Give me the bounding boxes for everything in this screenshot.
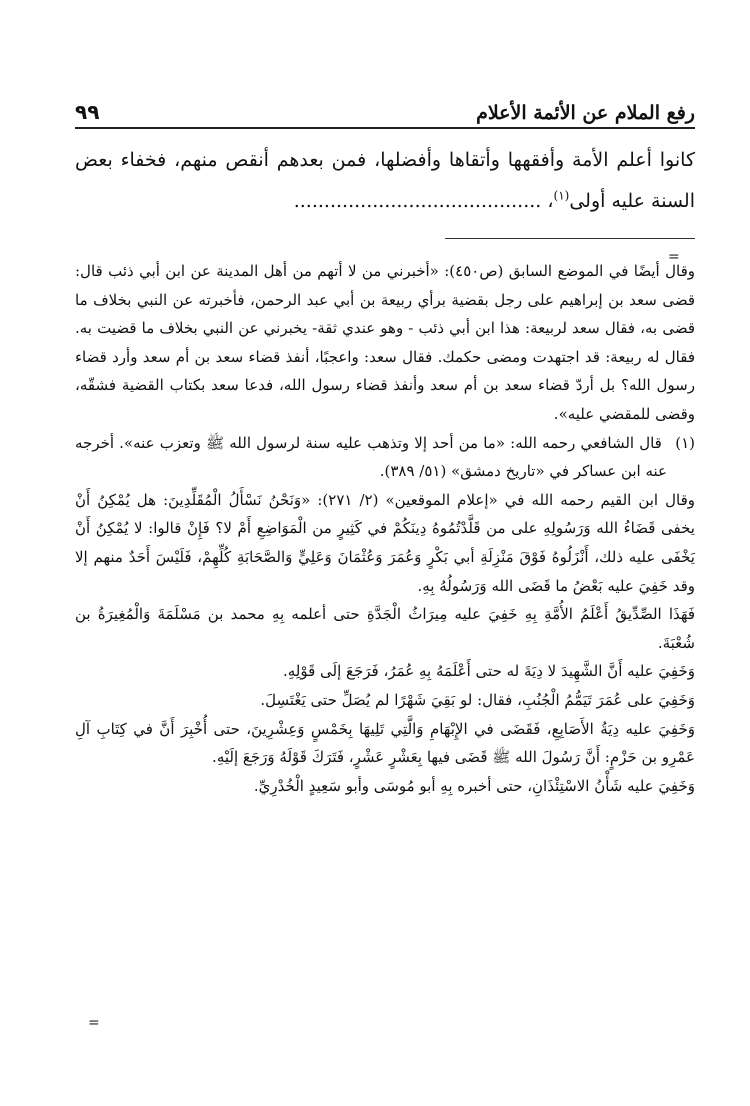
continuation-mark-top: = [668,249,680,265]
dotted-leader: ......................................... [293,190,542,212]
footnote-paragraph-ibn-qayyim: وقال ابن القيم رحمه الله في «إعلام الموقعين» (٢/ ٢٧١): «وَنَحْنُ نَسْأَلُ الْمُقَلِّدِينَ: هل يُمْكِنُ أَنْ يخفى قَضَاءُ الله وَرَسُولِهِ على من قَلَّدْتُمُوهُ دِينَكُمْ في كَثِيرٍ من الْمَوَاضِعِ أَمْ لا؟ فَإِنْ قالوا: لا يُمْكِنُ أَنْ يَخْفَى عليه ذلك، أَنْزَلُوهُ فَوْقَ مَنْزِلَةِ أبي بَكْرٍ وَعُمَرَ وَعُثْمَانَ وَعَلِيٍّ وَالصَّحَابَةِ كُلِّهِمْ، فَلَيْسَ أَحَدٌ منهم إلا وقد خَفِيَ عليه بَعْضُ ما قَضَى الله وَرَسُولُهُ بِهِ. [75,490,695,595]
footnote-1 [75,429,695,486]
footnotes [75,257,695,800]
footnote-paragraph-siddiq: فَهَذَا الصِّدِّيقُ أَعْلَمُ الأُمَّةِ بِهِ خَفِيَ عليه مِيرَاثُ الْجَدَّةِ حتى أعلمه بِهِ محمد بن مَسْلَمَةَ وَالْمُغِيرَةُ بن شُعْبَةَ. [75,605,695,652]
footnote-paragraph-istidhan: وَخَفِيَ عليه شَأْنُ الاسْتِئْذَانِ، حتى أخبره بِهِ أبو مُوسَى وأبو سَعِيدٍ الْخُدْرِيِّ. [253,776,695,795]
page-header [75,92,695,124]
footnote-1-number: (١) [675,433,695,452]
footnote-separator [445,238,695,239]
footnote-paragraph-shahid: وَخَفِيَ عليه أَنَّ الشَّهِيدَ لا دِيَةَ له حتى أَعْلَمَهُ بِهِ عُمَرُ، فَرَجَعَ إلَى قَوْلِهِ. [282,662,695,681]
page-number: ٩٩ [75,100,100,124]
footnote-1-text: قال الشافعي رحمه الله: «ما من أحد إلا وتذهب عليه سنة لرسول الله ﷺ وتعزب عنه». أخرجه عنه ابن عساكر في «تاريخ دمشق» (٥١/ ٣٨٩). [75,433,667,481]
main-paragraph [75,140,695,222]
continuation-mark-bottom: = [88,1015,100,1031]
main-paragraph-text: كانوا أعلم الأمة وأفقهها وأتقاها وأفضلها، فمن بعدهم أنقص منهم، فخفاء بعض السنة عليه أولى [75,149,695,212]
main-text [75,140,695,222]
footnote-reference: (١) [553,188,570,203]
header-rule [75,127,695,129]
running-title: رفع الملام عن الأئمة الأعلام [476,102,695,124]
main-paragraph-tail: ، [541,190,554,212]
footnote-paragraph-asabi: وَخَفِيَ عليه دِيَةُ الأَصَابِعِ، فَقَضَى في الإِبْهَامِ وَالَّتِي تَلِيهَا بِخَمْسٍ وَعِشْرِينَ، حتى أُخْبِرَ أَنَّ في كِتَابِ آلِ عَمْرِو بن حَزْمٍ: أَنَّ رَسُولَ الله ﷺ قَضَى فيها بِعَشْرٍ عَشْرٍ، فَتَرَكَ قَوْلَهُ وَرَجَعَ إلَيْهِ. [75,719,695,767]
footnote-paragraph-umar-tayammum: وَخَفِيَ على عُمَرَ تَيَمُّمُ الْجُنُبِ، فقال: لو بَقِيَ شَهْرًا لم يُصَلِّ حتى يَغْتَسِلَ. [260,690,695,709]
footnote-continuation: وقال أيضًا في الموضع السابق (ص٤٥٠): «أخبرني من لا أتهم من أهل المدينة عن ابن أبي ذئب قال: قضى سعد بن إبراهيم على رجل بقضية برأي ربيعة بن أبي عبد الرحمن، فأخبرته عن النبي بخلاف ما قضى به، فقال سعد لربيعة: هذا ابن أبي ذئب - وهو عندي ثقة- يخبرني عن النبي بخلاف ما قضيت به. فقال له ربيعة: قد اجتهدت ومضى حكمك. فقال سعد: واعجبًا، أنفذ قضاء سعد بن أم سعد وأرد قضاء رسول الله؟ بل أردّ قضاء سعد بن أم سعد وأنفذ قضاء رسول الله، فدعا سعد بكتاب القضية فشقّه، وقضى للمقضي عليه». [75,262,695,423]
